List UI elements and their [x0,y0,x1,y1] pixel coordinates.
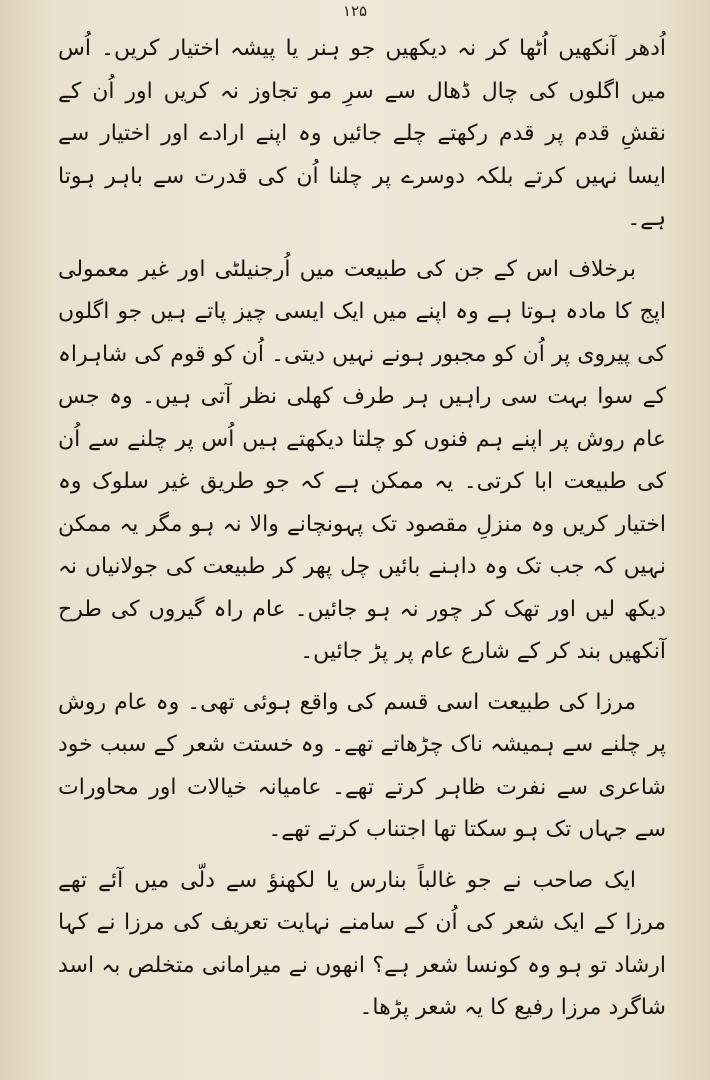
paragraph-2: برخلاف اس کے جن کی طبیعت میں اُرجنیلٹی اور غیر معمولی اپج کا مادہ ہوتا ہے وہ اپنے میں ایک ایسی چیز پاتے ہیں جو اگلوں کی پیروی پر اُن کو مجبور ہونے نہیں دیتی۔ اُن کو قوم کی شاہراہ کے سوا بہت سی راہیں ہر طرف کھلی نظر آتی ہیں۔ وہ جس عام روش پر اپنے ہم فنوں کو چلتا دیکھتے ہیں اُس پر چلنے سے اُن کی طبیعت ابا کرتی۔ یہ ممکن ہے کہ جو طریق غیر سلوک وہ اختیار کریں وہ منزلِ مقصود تک پہونچانے والا نہ ہو مگر یہ ممکن نہیں کہ جب تک وہ داہنے بائیں چل پھر کر طبیعت کی جولانیاں نہ دیکھ لیں اور تھک کر چور نہ ہو جائیں۔ عام راہ گیروں کی طرح آنکھیں بند کر کے شارع عام پر پڑ جائیں۔ [58,256,666,664]
page-body [58,28,666,1030]
page-number: ۱۲۵ [342,2,368,20]
paragraph-3: مرزا کی طبیعت اسی قسم کی واقع ہوئی تھی۔ وہ عام روش پر چلنے سے ہمیشہ ناک چڑھاتے تھے۔ وہ خستت شعر کے سبب خود شاعری سے نفرت ظاہر کرتے تھے۔ عامیانہ خیالات اور محاورات سے جہاں تک ہو سکتا تھا اجتناب کرتے تھے۔ [58,689,666,842]
paragraph-1: اُدھر آنکھیں اُٹھا کر نہ دیکھیں جو ہنر یا پیشہ اختیار کریں۔ اُس میں اگلوں کی چال ڈھال سے سرِ مو تجاوز نہ کریں اور اُن کے نقشِ قدم پر قدم رکھتے چلے جائیں وہ اپنے ارادے اور اختیار سے ایسا نہیں کرتے بلکہ دوسرے پر چلنا اُن کی قدرت سے باہر ہوتا ہے۔ [58,36,666,231]
paragraph-4: ایک صاحب نے جو غالباً بنارس یا لکھنؤ سے دلّی میں آئے تھے مرزا کے ایک شعر کی اُن کے سامنے نہایت تعریف کی مرزا نے کہا ارشاد تو ہو وہ کونسا شعر ہے؟ انھوں نے میرامانی متخلص بہ اسد شاگرد مرزا رفیع کا یہ شعر پڑھا۔ [58,867,666,1020]
